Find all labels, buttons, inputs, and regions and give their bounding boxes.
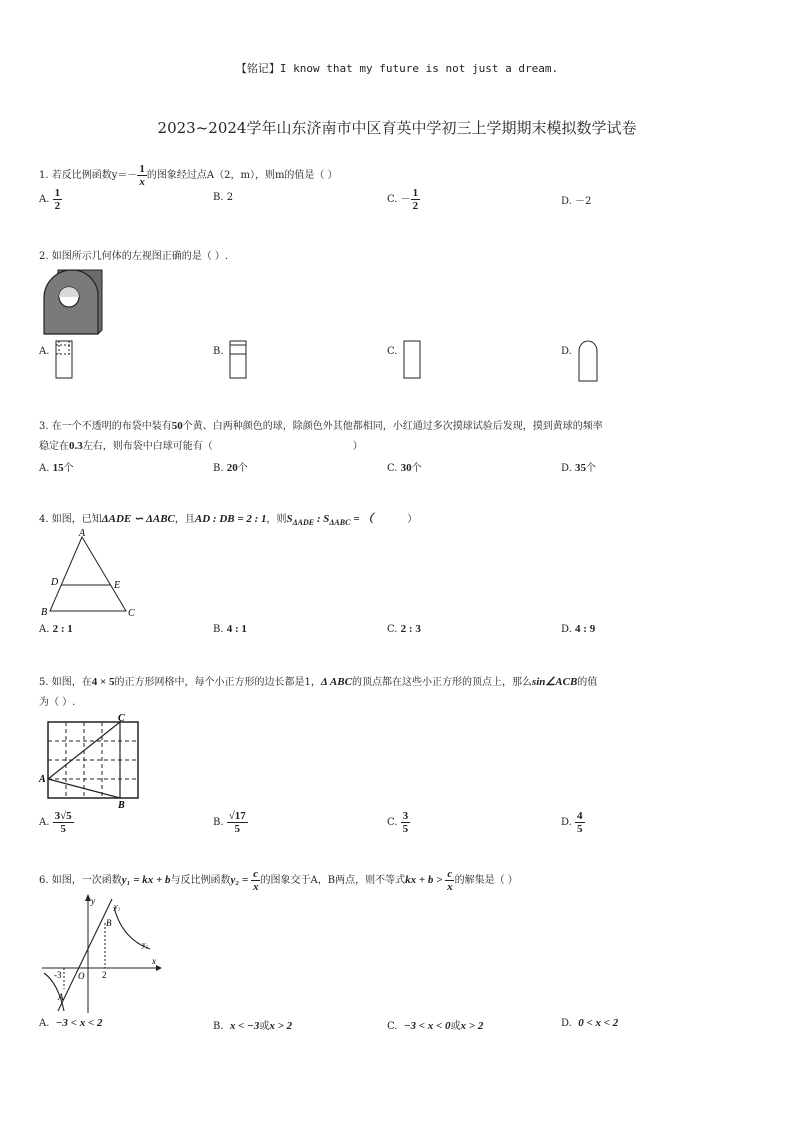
q6-point-b: B xyxy=(106,918,112,928)
q4-label-c: C xyxy=(128,608,135,619)
q2-option-c-label[interactable]: C. xyxy=(387,346,398,357)
q4-option-b[interactable]: B. 4 : 1 xyxy=(213,623,247,635)
q6-origin: O xyxy=(78,971,85,981)
question-2-stem: 2. 如图所示几何体的左视图正确的是（ ）. xyxy=(39,251,229,262)
q1-option-a[interactable]: A. $\frac{1}{2}$ xyxy=(39,187,61,212)
q4-label-d: D xyxy=(51,577,59,588)
q3-option-b[interactable]: B. 20个 xyxy=(213,462,248,474)
q1-option-b[interactable]: B. 2 xyxy=(213,192,234,203)
q5-option-c[interactable]: C. $\frac{3}{5}$ xyxy=(387,810,409,835)
question-3-stem-line2: 稳定在0.3左右，则布袋中白球可能有（ ） xyxy=(39,440,363,452)
q6-tick-neg3: -3 xyxy=(54,970,62,980)
q6-axis-x: x xyxy=(152,956,156,966)
q5-label-b: B xyxy=(118,800,125,811)
motto: 【铭记】I know that my future is not just a dream. xyxy=(235,62,559,75)
q2-option-d-label[interactable]: D. xyxy=(561,346,572,357)
q4-option-c[interactable]: C. 2 : 3 xyxy=(387,623,421,635)
q5-label-c: C xyxy=(118,713,125,724)
question-4-stem: 4. 如图，已知ΔADE ∽ ΔABC，且AD : DB = 2 : 1，则$S_{\Delta ADE}$ : $S_{\Delta ABC}$ = （ ） xyxy=(39,513,418,527)
q4-label-a: A xyxy=(79,528,86,539)
q6-function-graph xyxy=(38,893,163,1015)
q6-option-d[interactable]: D. 0 < x < 2 xyxy=(561,1017,619,1029)
q5-option-a[interactable]: A. $\frac{3√5}{5}$ xyxy=(39,810,72,835)
question-6-stem: 6. 如图，一次函数y₁ = kx + b与反比例函数y₂ = $\frac{c}{x}$ 的图象交于A，B两点，则不等式kx + b > $\frac{c}{x}$ 的解集是（ ） xyxy=(39,868,518,893)
q2-option-b-figure[interactable] xyxy=(229,340,249,380)
q2-option-b-label[interactable]: B. xyxy=(213,346,224,357)
q2-option-a-label[interactable]: A. xyxy=(39,346,50,357)
q6-tick-2: 2 xyxy=(102,970,107,980)
q1-fraction: $\frac{1}{x}$ xyxy=(139,163,145,188)
q4-option-d[interactable]: D. 4 : 9 xyxy=(561,623,596,635)
q4-option-a[interactable]: A. 2 : 1 xyxy=(39,623,73,635)
q6-option-c[interactable]: C. −3 < x < 0或x > 2 xyxy=(387,1020,484,1032)
q4-triangle-figure xyxy=(40,527,140,619)
q3-option-a[interactable]: A. 15个 xyxy=(39,462,74,474)
q1-option-d[interactable]: D. －2 xyxy=(561,196,592,207)
q2-option-d-figure[interactable] xyxy=(577,339,599,383)
q3-option-d[interactable]: D. 35个 xyxy=(561,462,597,474)
question-5-stem-line1: 5. 如图，在4 × 5的正方形网格中，每个小正方形的边长都是1，Δ ABC的顶点都在这些小正方形的顶点上，那么sin∠ACB的值 xyxy=(39,676,598,688)
q6-option-b[interactable]: B. x < −3或x > 2 xyxy=(213,1020,293,1032)
q4-label-e: E xyxy=(114,580,121,591)
q5-option-b[interactable]: B. $\frac{√17}{5}$ xyxy=(213,810,246,835)
q5-grid-figure xyxy=(38,712,148,810)
q2-option-c-figure[interactable] xyxy=(403,340,423,380)
q2-solid-figure xyxy=(40,266,110,338)
q6-label-y2: y₂ xyxy=(142,940,149,949)
q1-option-c[interactable]: C. － $\frac{1}{2}$ xyxy=(387,187,419,212)
q6-axis-y: y xyxy=(91,896,95,906)
q5-option-d[interactable]: D. $\frac{4}{5}$ xyxy=(561,810,583,835)
question-3-stem-line1: 3. 在一个不透明的布袋中装有50个黄、白两种颜色的球，除颜色外其他都相同，小红通过多次摸球试验后发现，摸到黄球的频率 xyxy=(39,420,603,432)
q2-option-a-figure[interactable] xyxy=(55,340,75,380)
question-5-stem-line2: 为（ ）. xyxy=(39,697,76,708)
q3-option-c[interactable]: C. 30个 xyxy=(387,462,422,474)
q4-label-b: B xyxy=(41,607,48,618)
question-1-stem: 1. 若反比例函数y＝－ $\frac{1}{x}$ 的图象经过点A（2，m），则m的值是（ ） xyxy=(39,163,338,188)
exam-title: 2023~2024学年山东济南市中区育英中学初三上学期期末模拟数学试卷 xyxy=(157,119,637,137)
q6-label-y1: y₁ xyxy=(114,902,121,911)
q5-label-a: A xyxy=(39,774,46,785)
q6-option-a[interactable]: A. −3 < x < 2 xyxy=(39,1017,103,1029)
q6-point-a: A xyxy=(58,992,64,1002)
